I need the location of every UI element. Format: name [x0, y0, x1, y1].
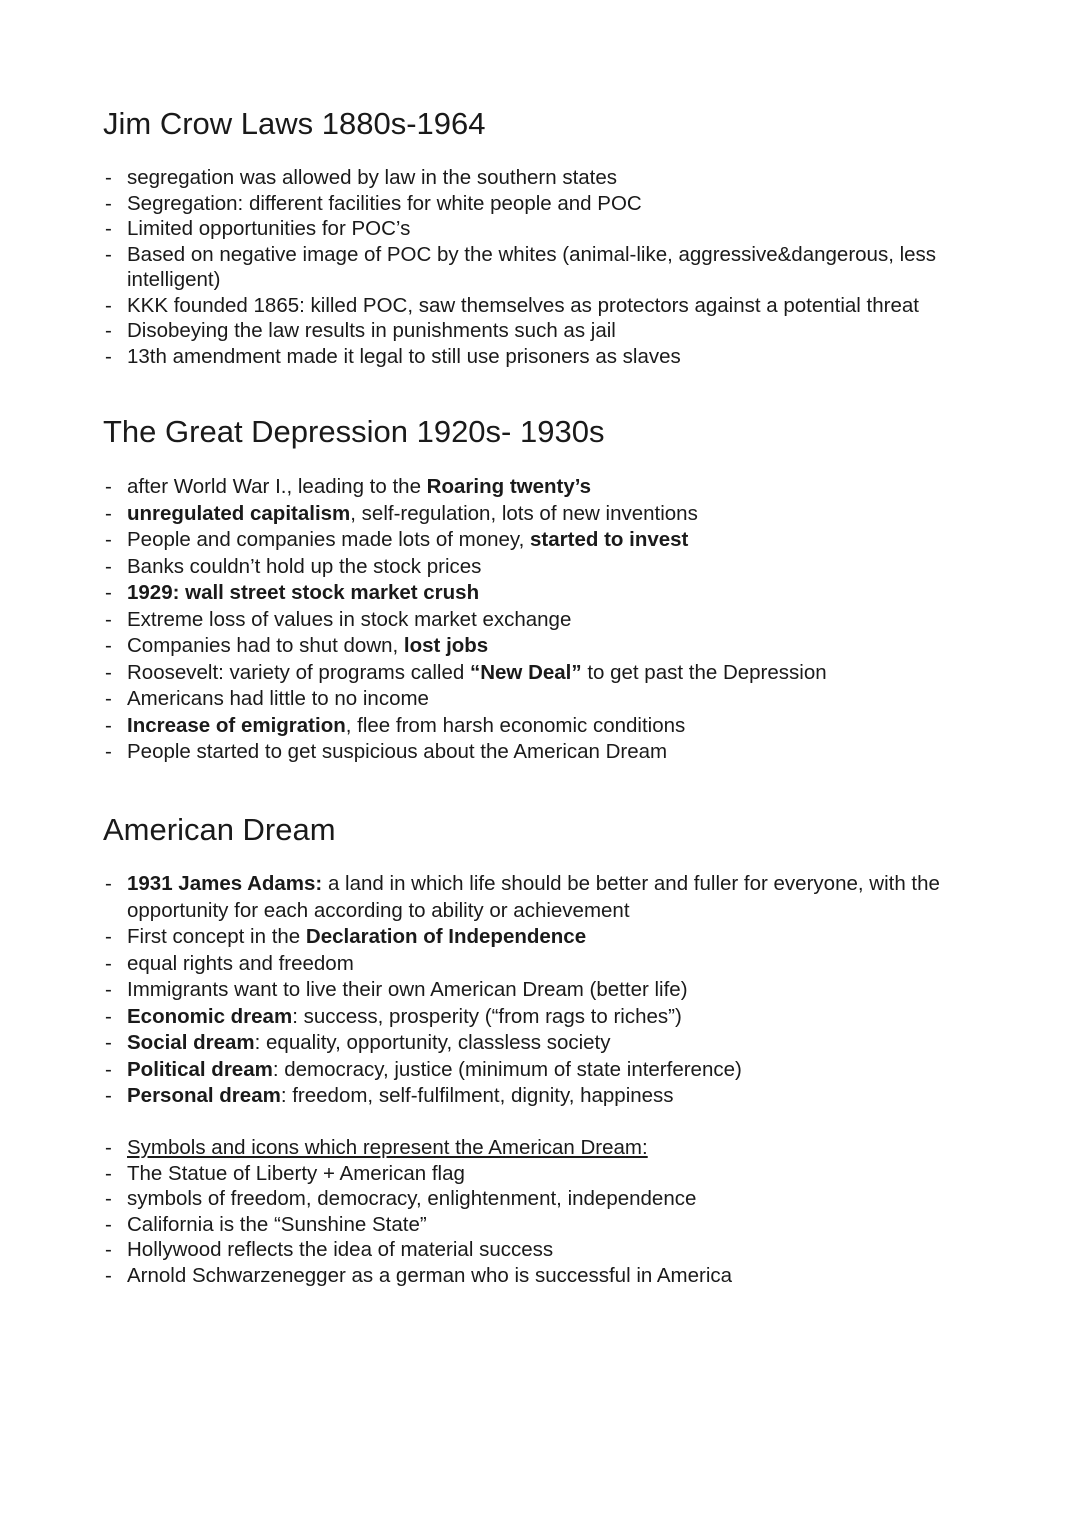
list-item [103, 633, 1003, 660]
section-heading-american-dream: American Dream [103, 812, 336, 847]
bullet-dash: - [105, 319, 112, 342]
bold-text: unregulated capitalism [127, 501, 351, 525]
item-text: Based on negative image of POC by the whites (animal-like, aggressive&dangerous, less intelligent) [127, 242, 937, 291]
section-heading-great-depression: The Great Depression 1920s- 1930s [103, 414, 605, 449]
list-item [103, 924, 1003, 951]
item-text: , flee from harsh economic conditions [345, 713, 686, 737]
bullet-dash: - [105, 528, 112, 551]
list-item [103, 1161, 1003, 1187]
item-text: Segregation: different facilities for white people and POC [127, 191, 642, 215]
item-text: equal rights and freedom [127, 951, 354, 975]
item-text: Extreme loss of values in stock market exchange [127, 607, 572, 631]
list-item [103, 713, 1003, 740]
item-text: symbols of freedom, democracy, enlightenment, independence [127, 1187, 697, 1210]
list-item [103, 1135, 1003, 1161]
list-item [103, 1057, 1003, 1084]
item-text: The Statue of Liberty + American flag [127, 1161, 465, 1185]
list-item [103, 165, 1003, 191]
bullet-dash: - [105, 1057, 112, 1081]
item-text: Disobeying the law results in punishments such as jail [127, 319, 616, 342]
item-text: Arnold Schwarzenegger as a german who is successful in America [127, 1263, 733, 1287]
list-item [103, 951, 1003, 978]
bullet-dash: - [105, 740, 112, 763]
list-item [103, 1237, 1003, 1263]
bullet-dash: - [105, 554, 112, 578]
list-item [103, 318, 1003, 344]
bold-text: “New Deal” [469, 660, 582, 684]
bullet-dash: - [105, 501, 112, 525]
item-text: People and companies made lots of money, [127, 528, 531, 551]
list-item [103, 293, 1003, 319]
list-item [103, 474, 1003, 501]
bullet-dash: - [105, 634, 112, 657]
list-item [103, 554, 1003, 581]
bold-text: Political dream [127, 1057, 273, 1081]
item-text: Americans had little to no income [127, 687, 429, 710]
bold-text: Increase of emigration [127, 713, 346, 737]
bullet-dash: - [105, 1161, 112, 1185]
list-item [103, 686, 1003, 713]
bold-text: Personal dream [127, 1084, 281, 1107]
list-item [103, 1004, 1003, 1031]
item-text: , self-regulation, lots of new inventions [350, 501, 698, 525]
item-text: Immigrants want to live their own American Dream (better life) [127, 978, 688, 1001]
list-item [103, 580, 1003, 607]
list-item [103, 1186, 1003, 1212]
bold-text: Roaring twenty’s [426, 475, 592, 498]
item-text: to get past the Depression [581, 660, 827, 684]
list-item [103, 871, 1003, 924]
bullet-dash: - [105, 925, 112, 948]
list-jim-crow [103, 165, 1003, 369]
bullet-dash: - [105, 191, 112, 215]
item-text: : freedom, self-fulfilment, dignity, happiness [280, 1084, 674, 1107]
bullet-dash: - [105, 1187, 112, 1210]
item-text: Limited opportunities for POC’s [127, 217, 411, 240]
bullet-dash: - [105, 607, 112, 631]
item-text: California is the “Sunshine State” [127, 1212, 427, 1236]
list-item [103, 1030, 1003, 1057]
bullet-dash: - [105, 1031, 112, 1054]
bullet-dash: - [105, 687, 112, 710]
item-text: segregation was allowed by law in the southern states [127, 166, 618, 189]
bullet-dash: - [105, 475, 112, 498]
bullet-dash: - [105, 951, 112, 975]
item-text: Hollywood reflects the idea of material success [127, 1238, 554, 1261]
bullet-dash: - [105, 293, 112, 317]
section-heading-jim-crow: Jim Crow Laws 1880s-1964 [103, 106, 486, 141]
list-item [103, 607, 1003, 634]
bullet-dash: - [105, 1084, 112, 1107]
bullet-dash: - [105, 660, 112, 684]
item-text: People started to get suspicious about the American Dream [127, 740, 668, 763]
bullet-dash: - [105, 1263, 112, 1287]
bold-text: started to invest [530, 528, 689, 551]
item-text: First concept in the [127, 925, 306, 948]
list-item [103, 1083, 1003, 1110]
bold-text: 1931 James Adams: [127, 872, 323, 895]
bullet-dash: - [105, 1136, 112, 1159]
list-item [103, 1212, 1003, 1238]
item-text: : equality, opportunity, classless society [254, 1031, 611, 1054]
item-text: Roosevelt: variety of programs called [127, 660, 470, 684]
item-text: : success, prosperity (“from rags to riches”) [292, 1004, 682, 1028]
list-american-dream [103, 871, 1003, 1110]
bullet-dash: - [105, 872, 112, 895]
list-item [103, 739, 1003, 766]
item-text: KKK founded 1865: killed POC, saw themselves as protectors against a potential threat [127, 293, 919, 317]
item-text: Banks couldn’t hold up the stock prices [127, 554, 482, 578]
item-text: Symbols and icons which represent the American Dream: [127, 1136, 648, 1159]
list-item [103, 216, 1003, 242]
item-text: Companies had to shut down, [127, 634, 404, 657]
bullet-dash: - [105, 581, 112, 604]
bold-text: lost jobs [403, 634, 489, 657]
list-item [103, 242, 1003, 293]
bullet-dash: - [105, 217, 112, 240]
bullet-dash: - [105, 1238, 112, 1261]
bullet-dash: - [105, 166, 112, 189]
bold-text: Declaration of Independence [305, 925, 587, 948]
bullet-dash: - [105, 978, 112, 1001]
list-item [103, 191, 1003, 217]
list-great-depression [103, 474, 1003, 766]
item-text: : democracy, justice (minimum of state interference) [272, 1057, 742, 1081]
item-text: a land in which life should be better and fuller for everyone, with the opportunity for each according to ability or achievement [127, 872, 940, 922]
bold-text: Social dream [127, 1031, 255, 1054]
list-item [103, 1263, 1003, 1289]
bullet-dash: - [105, 344, 112, 368]
bullet-dash: - [105, 242, 112, 266]
bullet-dash: - [105, 713, 112, 737]
list-item [103, 977, 1003, 1004]
list-american-dream-symbols [103, 1135, 1003, 1288]
list-item [103, 527, 1003, 554]
bold-text: 1929: wall street stock market crush [127, 581, 480, 604]
list-item [103, 344, 1003, 370]
bullet-dash: - [105, 1004, 112, 1028]
bullet-dash: - [105, 1212, 112, 1236]
bold-text: Economic dream [127, 1004, 293, 1028]
list-item [103, 660, 1003, 687]
item-text: after World War I., leading to the [127, 475, 427, 498]
list-item [103, 501, 1003, 528]
item-text: 13th amendment made it legal to still use prisoners as slaves [127, 344, 681, 368]
